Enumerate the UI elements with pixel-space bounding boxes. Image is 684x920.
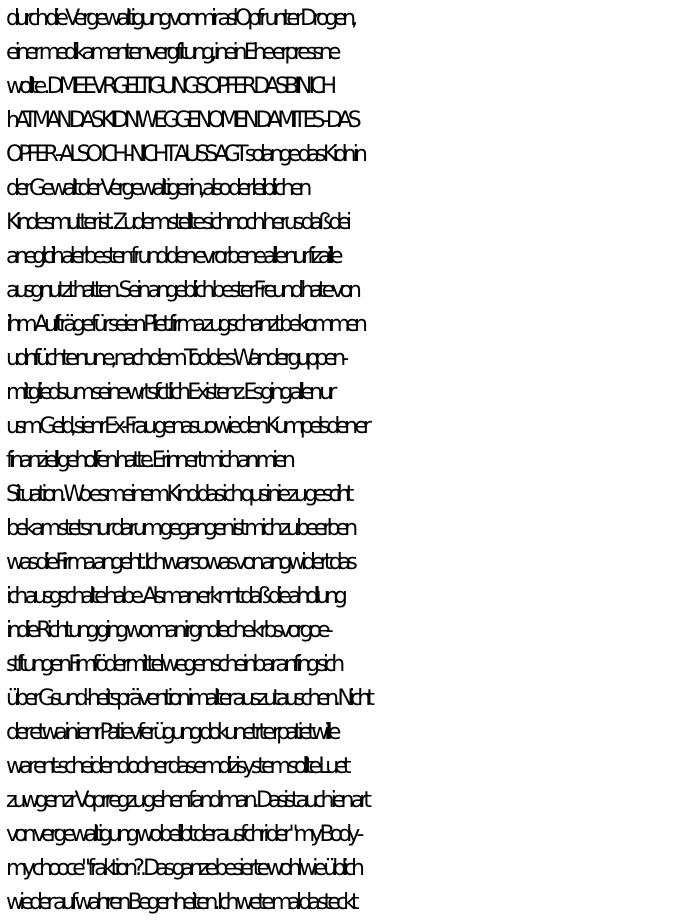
text-line: my chooce" fraktion?. Das ganze besierte wohl wie üblich bbox=[6, 856, 361, 881]
text-line: einer medikamentenvergfitung, inein Ehe erpressne bbox=[6, 40, 337, 65]
body-text bbox=[6, 2, 684, 920]
text-line: war ent-scheidend odner das emdizisystem sollte Luet bbox=[6, 754, 347, 779]
text-line: ihm Aufträge für seien Pliet.firma zugschanzt bekommen bbox=[6, 312, 364, 337]
text-line: der Gewalt der Vergewaltigerin, also der leiblichen bbox=[6, 176, 308, 201]
text-line: wollte . DME EVRGELTIGUNGSOPFER DASBIN ICH bbox=[6, 74, 333, 99]
text-line: udnfüchte nune, nach dem Tod des Wanderguppen- bbox=[6, 346, 345, 371]
text-line: finanziell geholfen hatte. Erinnert mich an mien bbox=[6, 448, 292, 473]
text-line: von vergewaltigung wo belibt der ausfchri der "my Body - bbox=[6, 822, 360, 847]
text-line: hATMAN DAS KIDN WEGGENOMEN DAMIT ES - DAS bbox=[6, 108, 357, 133]
text-line: Situation. Wo es meinem Kind das ich qusi nie zu gesciht bbox=[6, 482, 350, 507]
text-line: der etwa in ienr Patievferügung dokunetrte rpatietwille bbox=[6, 720, 337, 745]
text-line: bekam stets nur darum gegangen ist mich zu beerben bbox=[6, 516, 354, 541]
text-line: mitglieds um seine wrtsfctlich Existenz. Es ging allen ur bbox=[6, 380, 333, 405]
text-line: stftungen Fimfödermittel wegen scheinbar anfing sich bbox=[6, 652, 341, 677]
text-line: wieder auf wahren Begenheiten. Ich wete mal da steckt bbox=[6, 890, 355, 915]
text-line: ausgnutzt hatten. Sein angeblich bester Freund hate von bbox=[6, 278, 358, 303]
text-line: aneglcih alerbesten frund den evrorbene alle nur fizaille bbox=[6, 244, 339, 269]
text-line: zuwgen zr Voprregzu gehen fand man. Dasist auch ien art bbox=[6, 788, 368, 813]
text-line: Kindesmutter ist. Zudem stellte sich noch herus daß dei bbox=[6, 210, 348, 235]
text-line: indie Richtung ging wo man irgndleche krbsvorgoe- bbox=[6, 618, 329, 643]
text-line: was die Firma angeht. Ich war sowas von angwidert das bbox=[6, 550, 353, 575]
text-line: über Gsund-heitsprävention imalter auszutauschen. Nicht bbox=[6, 686, 371, 711]
text-line: OPFER - ALSO ICH - NICHT AUSSAGT solange das Kidn in bbox=[6, 142, 364, 167]
text-line: durch die Vergewaltigung vonmir asl Opfr unter Drogen, bbox=[6, 6, 354, 31]
text-line: usm Geld, sienr Ex-Frau genasuo wie den Kumpels den er bbox=[6, 414, 367, 439]
text-line: ich ausgschalte habe. Als man erknnt daß die ahdlung bbox=[6, 584, 343, 609]
